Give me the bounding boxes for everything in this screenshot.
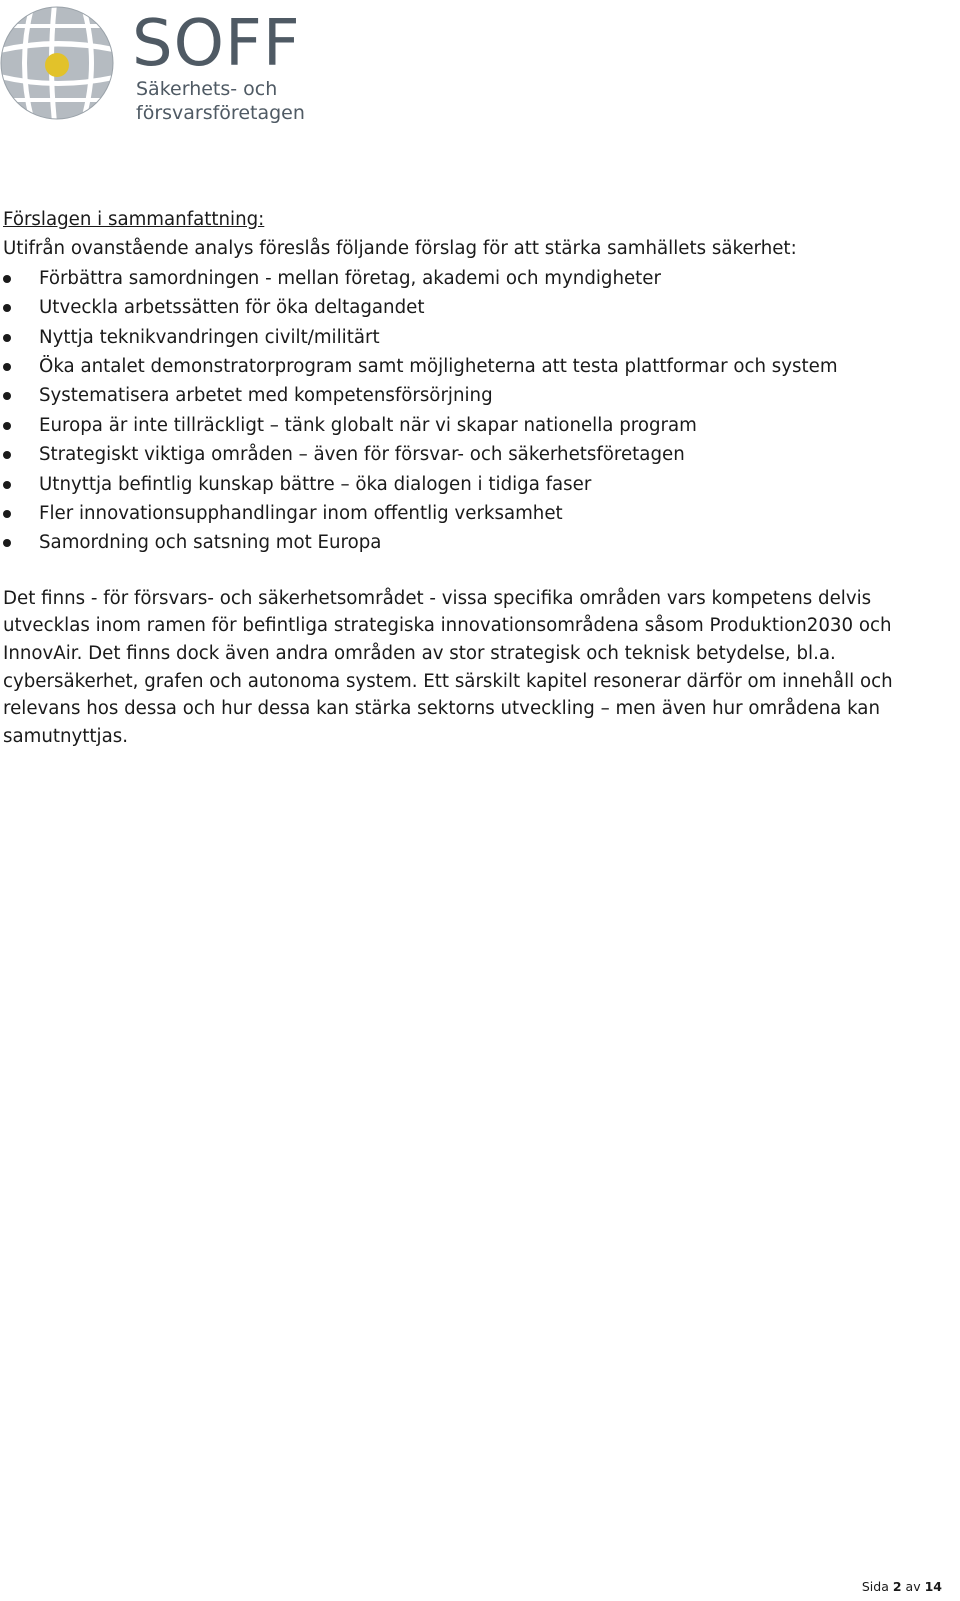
logo-tagline-line2: försvarsföretagen [136,102,305,124]
page-separator: av [905,1579,921,1594]
list-item: Utveckla arbetssätten för öka deltagandet [3,293,948,322]
bullet-icon [3,510,11,518]
logo-name: SOFF [132,7,301,81]
bullet-icon [3,392,11,400]
body-paragraph: Det finns - för försvars- och säkerhetsområdet - vissa specifika områden vars kompetens delvis utvecklas inom ramen för befintliga strategiska innovationsområdena såsom Produktion2030 och InnovAir. Det finns dock även andra områden av stor strategisk och teknisk betydelse, bl.a. cybersäkerhet, grafen och autonoma system. Ett särskilt kapitel resonerar därför om innehåll och relevans hos dessa och hur dessa kan stärka sektorns utveckling – men även hur områdena kan samutnyttjas. [3,587,893,747]
list-item: Samordning och satsning mot Europa [3,528,948,557]
proposal-list [3,264,948,558]
bullet-icon [3,275,11,283]
bullet-icon [3,451,11,459]
total-pages: 14 [924,1579,942,1594]
section-heading: Förslagen i sammanfattning: [3,209,265,230]
list-item: Fler innovationsupphandlingar inom offentlig verksamhet [3,499,948,528]
bullet-icon [3,363,11,371]
page-number [862,1579,942,1595]
bullet-icon [3,334,11,342]
list-item: Europa är inte tillräckligt – tänk globalt när vi skapar nationella program [3,411,948,440]
current-page: 2 [892,1579,902,1594]
logo-tagline-line1: Säkerhets- och [136,78,278,100]
logo-wordmark [132,7,305,124]
page-label: Sida [861,1579,889,1594]
globe-icon [0,4,118,122]
list-item: Öka antalet demonstratorprogram samt möjligheterna att testa plattformar och system [3,352,948,381]
list-item: Förbättra samordningen - mellan företag, akademi och myndigheter [3,264,948,293]
bullet-icon [3,539,11,547]
list-item: Utnyttja befintlig kunskap bättre – öka dialogen i tidiga faser [3,470,948,499]
document-body [3,205,948,750]
intro-text: Utifrån ovanstående analys föreslås följande förslag för att stärka samhällets säkerhet: [3,238,797,260]
list-item: Strategiskt viktiga områden – även för försvar- och säkerhetsföretagen [3,440,948,469]
bullet-icon [3,422,11,430]
list-item: Nyttja teknikvandringen civilt/militärt [3,323,948,352]
soff-logo [0,4,305,124]
bullet-icon [3,481,11,489]
list-item: Systematisera arbetet med kompetensförsörjning [3,381,948,410]
bullet-icon [3,304,11,312]
